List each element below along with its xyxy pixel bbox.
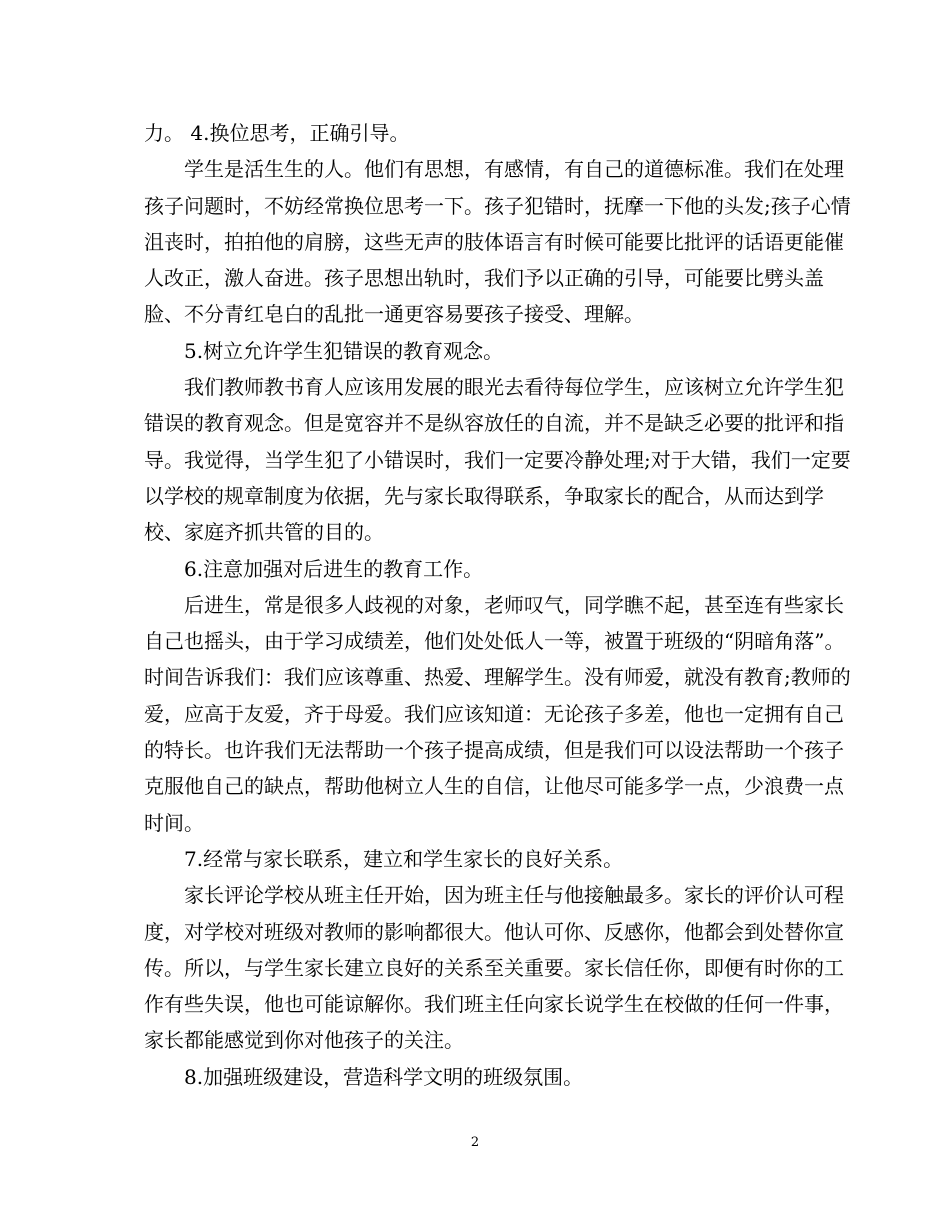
paragraph-line: 我们教师教书育人应该用发展的眼光去看待每位学生，应该树立允许学生犯	[184, 375, 844, 400]
paragraph-line: 家长评论学校从班主任开始，因为班主任与他接触最多。家长的评价认可程	[184, 883, 844, 908]
text-line: 错误的教育观念。但是宽容并不是纵容放任的自流，并不是缺乏必要的批评和指	[144, 411, 844, 436]
text-line: 力。 4.换位思考，正确引导。	[144, 121, 410, 145]
text-line: 校、家庭齐抓共管的目的。	[144, 520, 384, 545]
text-line: 克服他自己的缺点，帮助他树立人生的自信，让他尽可能多学一点，少浪费一点	[144, 774, 844, 799]
text-line: 自己也摇头，由于学习成绩差，他们处处低人一等，被置于班级的“阴暗角落”。	[144, 629, 845, 654]
text-line: 人改正，激人奋进。孩子思想出轨时，我们予以正确的引导，可能要比劈头盖	[144, 266, 824, 291]
text-line: 的特长。也许我们无法帮助一个孩子提高成绩，但是我们可以设法帮助一个孩子	[144, 738, 844, 763]
section-heading: 6.注意加强对后进生的教育工作。	[184, 556, 484, 581]
text-line: 时间告诉我们：我们应该尊重、热爱、理解学生。没有师爱，就没有教育;教师的	[144, 665, 851, 690]
section-heading: 5.树立允许学生犯错误的教育观念。	[184, 338, 504, 363]
text-line: 孩子问题时，不妨经常换位思考一下。孩子犯错时，抚摩一下他的头发;孩子心情	[144, 193, 851, 218]
text-line: 时间。	[144, 810, 204, 835]
section-heading: 7.经常与家长联系，建立和学生家长的良好关系。	[184, 846, 624, 871]
page-number: 2	[470, 1135, 480, 1150]
text-line: 度，对学校对班级对教师的影响都很大。他认可你、反感你，他都会到处替你宣	[144, 919, 844, 944]
document-body	[144, 115, 851, 1095]
text-line: 传。所以，与学生家长建立良好的关系至关重要。家长信任你，即便有时你的工	[144, 955, 844, 980]
text-line: 爱，应高于友爱，齐于母爱。我们应该知道：无论孩子多差，他也一定拥有自己	[144, 701, 844, 726]
text-line: 以学校的规章制度为依据，先与家长取得联系，争取家长的配合，从而达到学	[144, 483, 824, 508]
text-line: 沮丧时，拍拍他的肩膀，这些无声的肢体语言有时候可能要比批评的话语更能催	[144, 229, 844, 254]
text-line: 脸、不分青红皂白的乱批一通更容易要孩子接受、理解。	[144, 302, 644, 327]
text-line: 家长都能感觉到你对他孩子的关注。	[144, 1028, 464, 1053]
paragraph-line: 后进生，常是很多人歧视的对象，老师叹气，同学瞧不起，甚至连有些家长	[184, 592, 844, 617]
text-line: 作有些失误，他也可能谅解你。我们班主任向家长说学生在校做的任何一件事，	[144, 992, 844, 1017]
paragraph-line: 学生是活生生的人。他们有思想，有感情，有自己的道德标准。我们在处理	[184, 157, 844, 182]
section-heading: 8.加强班级建设，营造科学文明的班级氛围。	[184, 1064, 584, 1089]
text-line: 导。我觉得，当学生犯了小错误时，我们一定要冷静处理;对于大错，我们一定要	[144, 447, 851, 472]
